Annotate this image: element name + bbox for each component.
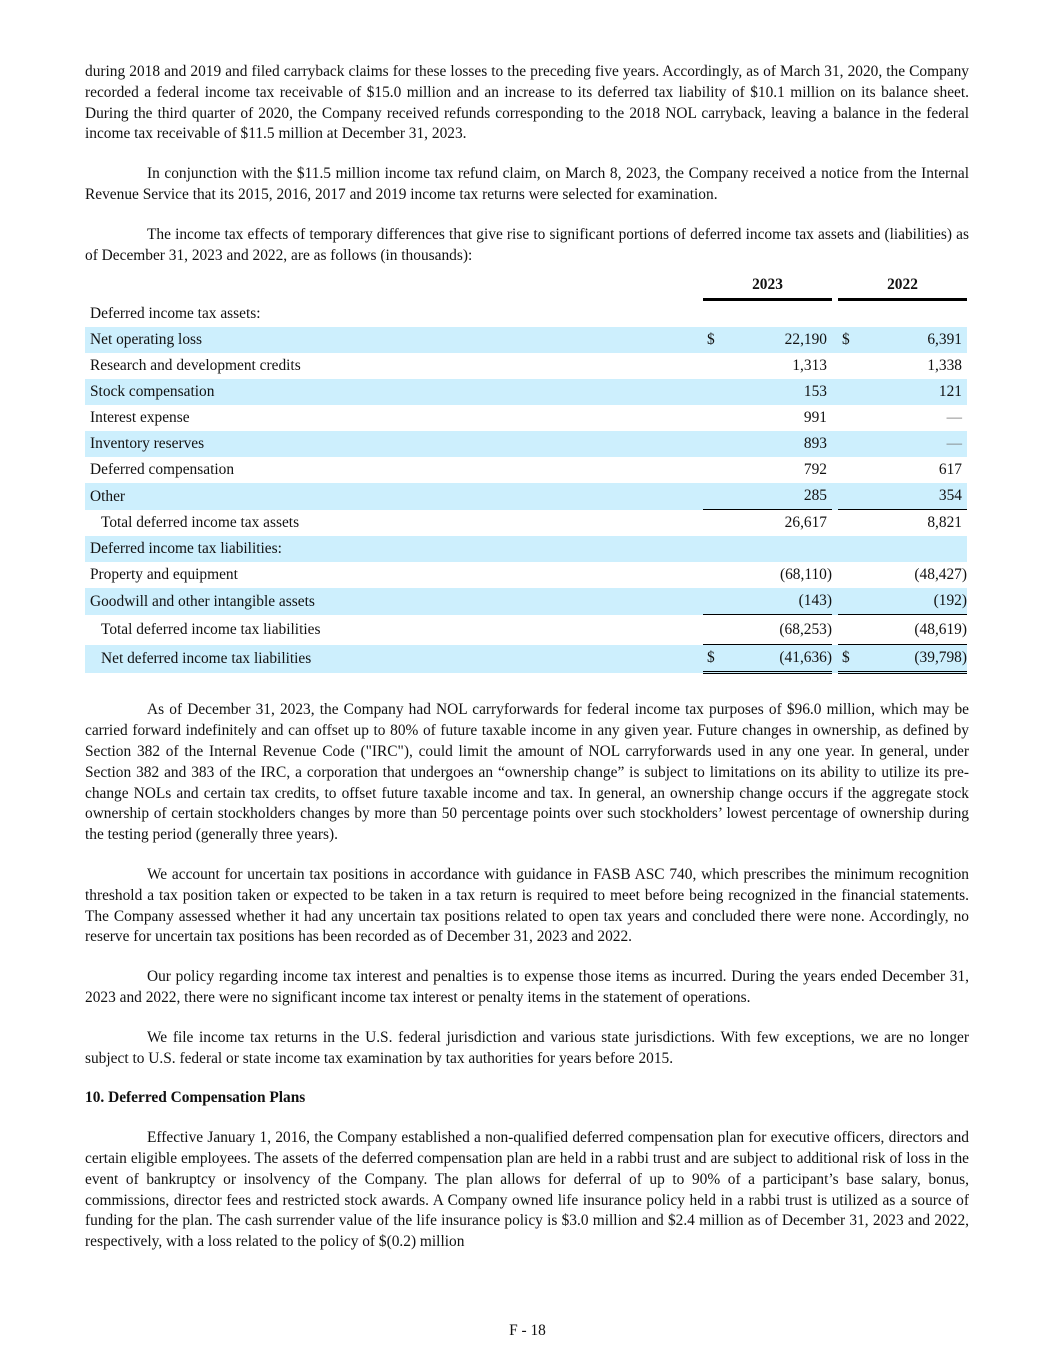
table-header-row: [85, 272, 967, 300]
paragraph-interest-penalties: Our policy regarding income tax interest and penalties is to expense those items as incurred. During the years ended December 31, 2023 and 2022, there were no significant income tax interest or penalty items in the statement of operations.: [85, 968, 969, 1006]
value-2023: 22,190: [729, 327, 832, 353]
column-header-2023: 2023: [703, 272, 832, 300]
row-label: Net deferred income tax liabilities: [85, 645, 703, 673]
column-header-2022: 2022: [838, 272, 967, 300]
value-2023: (41,636): [729, 645, 832, 673]
paragraph-deferred-comp: Effective January 1, 2016, the Company established a non-qualified deferred compensation plan for executive officers, directors and certain eligible employees. The assets of the deferred compensation plan are held in a rabbi trust and are subject to additional risk of loss in the event of bankruptcy or insolvency of the Company. The plan allows for deferral of up to 90% of a participant’s base salary, bonus, commissions, director fees and restricted stock awards. A Company owned life insurance policy held in a rabbi trust is utilized as a source of funding for the plan. The cash surrender value of the life insurance policy is $3.0 million and $2.4 million as of December 31, 2023 and 2022, respectively, with a loss related to the policy of $(0.2) million: [85, 1129, 969, 1251]
value-2023: (68,110): [779, 566, 832, 584]
value-2022: (48,619): [864, 615, 967, 645]
value-2023: 153: [729, 379, 832, 405]
row-label: Inventory reserves: [85, 431, 703, 457]
total-assets-row: [85, 510, 967, 537]
value-2022: (48,427): [914, 566, 967, 584]
value-2023: 285: [729, 483, 832, 510]
value-2022: 617: [938, 461, 962, 479]
value-2022: —: [946, 409, 962, 427]
value-2022: 6,391: [864, 327, 967, 353]
header-label-spacer: [85, 272, 703, 300]
paragraph-nol-carryback: during 2018 and 2019 and filed carryback claims for these losses to the preceding five years. Accordingly, as of March 31, 2020, the Company recorded a federal income tax receivable of $15.0 million and an increase to its deferred tax liability of $10.1 million on its balance sheet. During the third quarter of 2020, the Company received refunds corresponding to the 2018 NOL carryback, leaving a balance in the federal income tax receivable of $11.5 million at December 31, 2023.: [85, 63, 969, 143]
row-label: Deferred compensation: [90, 461, 235, 479]
row-label: Research and development credits: [90, 357, 301, 375]
value-2023: 893: [729, 431, 832, 457]
row-label: Total deferred income tax liabilities: [101, 620, 321, 638]
currency-symbol: $: [703, 327, 729, 353]
total-liabilities-row: [85, 615, 967, 645]
row-label: Interest expense: [90, 409, 190, 427]
table-row: [85, 405, 967, 431]
table-row: [85, 379, 967, 405]
value-2022: 1,338: [927, 357, 962, 375]
paragraph-jurisdictions: We file income tax returns in the U.S. federal jurisdiction and various state jurisdictions. With few exceptions, we are no longer subject to U.S. federal or state income tax examination by tax authorities for years before 2015.: [85, 1028, 969, 1067]
table-row: [85, 431, 967, 457]
net-liabilities-row: [85, 645, 967, 673]
table-row: [85, 327, 967, 353]
paragraph-uncertain-tax: We account for uncertain tax positions in accordance with guidance in FASB ASC 740, which prescribes the minimum recognition threshold a tax position taken or expected to be taken in a tax return is required to meet before being recognized in the financial statements. The Company assessed whether it had any uncertain tax positions related to open tax years and concluded there were none. Accordingly, no reserve for uncertain tax positions has been recorded as of December 31, 2023 and 2022.: [85, 865, 969, 946]
row-label: Other: [85, 483, 703, 510]
value-2022: (39,798): [864, 645, 967, 673]
table-row: [85, 483, 967, 510]
value-2022: —: [864, 431, 967, 457]
value-2023: 26,617: [729, 510, 832, 537]
liabilities-heading: Deferred income tax liabilities:: [85, 536, 703, 562]
liabilities-heading-row: [85, 536, 967, 562]
value-2022: 354: [864, 483, 967, 510]
table-row: [85, 588, 967, 615]
currency-symbol: $: [838, 645, 864, 673]
deferred-tax-table: [85, 272, 967, 674]
value-2022: 8,821: [864, 510, 967, 537]
assets-heading-row: [85, 300, 967, 328]
row-label: Property and equipment: [90, 566, 238, 584]
value-2023: 1,313: [792, 357, 827, 375]
table-row: [85, 353, 967, 379]
value-2022: (192): [864, 588, 967, 615]
paragraph-nol-carryforwards: As of December 31, 2023, the Company had NOL carryforwards for federal income tax purposes of $96.0 million, which may be carried forward indefinitely and can offset up to 80% of future taxable income in any given year. Future changes in ownership, as defined by Section 382 of the Internal Revenue Code ("IRC"), could limit the amount of NOL carryforwards used in any one year. In general, under Section 382 and 383 of the IRC, a corporation that undergoes an “ownership change” is subject to limitations on its ability to utilize its pre-change NOLs and certain tax credits, to offset future taxable income and tax. In general, an ownership change occurs if the aggregate stock ownership of certain stockholders changes by more than 50 percentage points over such stockholders’ lowest percentage of ownership during the testing period (generally three years).: [85, 701, 969, 844]
value-2022: 121: [864, 379, 967, 405]
value-2023: (143): [729, 588, 832, 615]
row-label: Net operating loss: [85, 327, 703, 353]
currency-symbol: $: [838, 327, 864, 353]
currency-symbol: $: [703, 645, 729, 673]
document-page: [85, 62, 969, 1253]
table-row: [85, 457, 967, 483]
paragraph-table-intro: The income tax effects of temporary differences that give rise to significant portions of deferred income tax assets and (liabilities) as of December 31, 2023 and 2022, are as follows (in thousands):: [85, 225, 969, 264]
section-heading: 10. Deferred Compensation Plans: [85, 1089, 306, 1107]
page-number: F - 18: [509, 1322, 546, 1339]
value-2023: 991: [803, 409, 827, 427]
row-label: Stock compensation: [85, 379, 703, 405]
paragraph-irs-notice: In conjunction with the $11.5 million income tax refund claim, on March 8, 2023, the Company received a notice from the Internal Revenue Service that its 2015, 2016, 2017 and 2019 income tax returns were selected for examination.: [85, 165, 969, 203]
value-2023: (68,253): [729, 615, 832, 645]
row-label: Goodwill and other intangible assets: [85, 588, 703, 615]
value-2023: 792: [803, 461, 827, 479]
table-row: [85, 562, 967, 588]
row-label: Total deferred income tax assets: [101, 514, 300, 532]
assets-heading: Deferred income tax assets:: [90, 304, 261, 322]
